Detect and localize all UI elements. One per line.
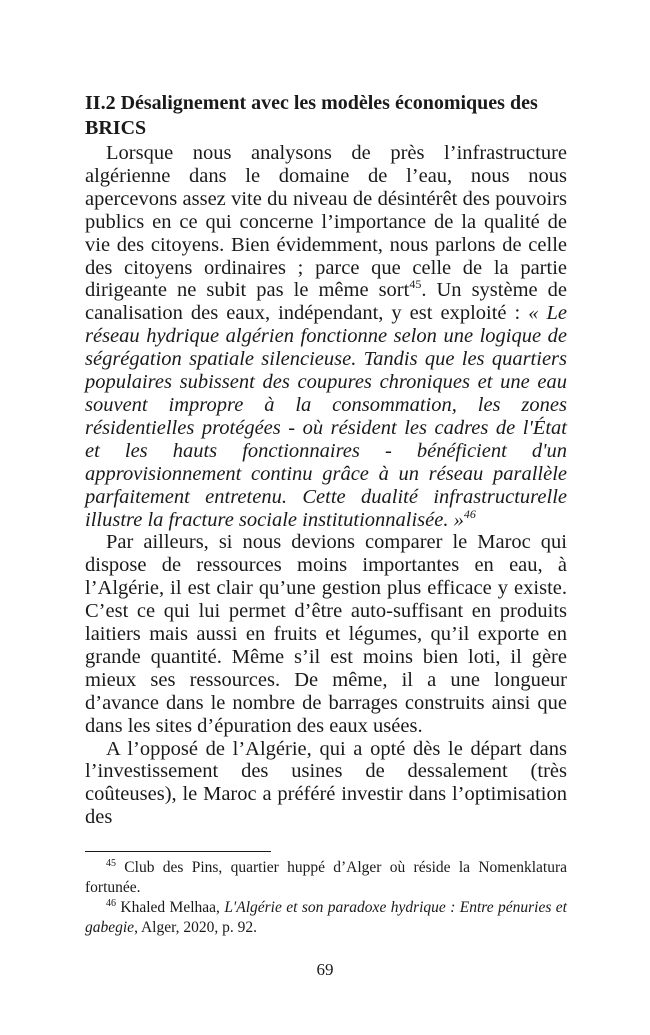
footnote-45-text: Club des Pins, quartier huppé d’Alger où réside la Nomenklatura fortunée.: [85, 859, 567, 896]
page-number: 69: [316, 960, 334, 979]
paragraph-1-text: Lorsque nous analysons de près l’infrastructure algérienne dans le domaine de l’eau, nous nous apercevons assez vite du niveau de désintérêt des pouvoirs publics en ce qui concerne l’importance de la qualité de vie des citoyens. Bien évidemment, nous parlons de celle des citoyens ordinaires ; parce que celle de la partie dirigeante ne subit pas le même sort: [85, 142, 567, 302]
footnote-46: [85, 898, 567, 938]
footnote-divider: [85, 851, 271, 852]
footnote-number-46: 46: [106, 897, 116, 909]
footnote-ref-46[interactable]: 46: [463, 506, 476, 521]
main-text: [85, 91, 567, 829]
paragraph-1-text-cont: . Un système de canalisation des eaux, indépendant, y est exploité :: [85, 279, 567, 325]
footnote-46-rest: , Alger, 2020, p. 92.: [134, 919, 258, 936]
block-quote: « Le réseau hydrique algérien fonctionne selon une logique de ségrégation spatiale silencieuse. Tandis que les quartiers populaires subissent des coupures chroniques et une eau souvent impropre à la consommation, les zones résidentielles protégées - où résident les cadres de l'État et les hauts fonctionnaires - bénéficient d'un approvisionnement continu grâce à un réseau parallèle parfaitement entretenu. Cette dualité infrastructurelle illustre la fracture sociale institutionnalisée. »: [85, 302, 567, 531]
section-heading: II.2 Désalignement avec les modèles économiques des BRICS: [85, 92, 538, 139]
footnote-46-author: Khaled Melhaa,: [116, 899, 225, 916]
footnotes: [85, 858, 567, 938]
footnote-45: [85, 858, 567, 898]
paragraph-1: [85, 142, 567, 531]
paragraph-3: A l’opposé de l’Algérie, qui a opté dès le départ dans l’investissement des usines de dessalement (très coûteuses), le Maroc a préféré investir dans l’optimisation des: [85, 737, 567, 829]
footnote-ref-45[interactable]: 45: [409, 277, 422, 292]
footnote-46-title: L'Algérie et son paradoxe hydrique : Entre pénuries et gabegie: [85, 899, 567, 936]
footnote-number-45: 45: [106, 857, 116, 869]
paragraph-2: Par ailleurs, si nous devions comparer le Maroc qui dispose de ressources moins importantes en eau, à l’Algérie, il est clair qu’une gestion plus efficace y existe. C’est ce qui lui permet d’être auto-suffisant en produits laitiers mais aussi en fruits et légumes, qu’il exporte en grande quantité. Même s’il est moins bien loti, il gère mieux ses ressources. De même, il a une longueur d’avance dans le nombre de barrages construits ainsi que dans les sites d’épuration des eaux usées.: [85, 531, 567, 737]
